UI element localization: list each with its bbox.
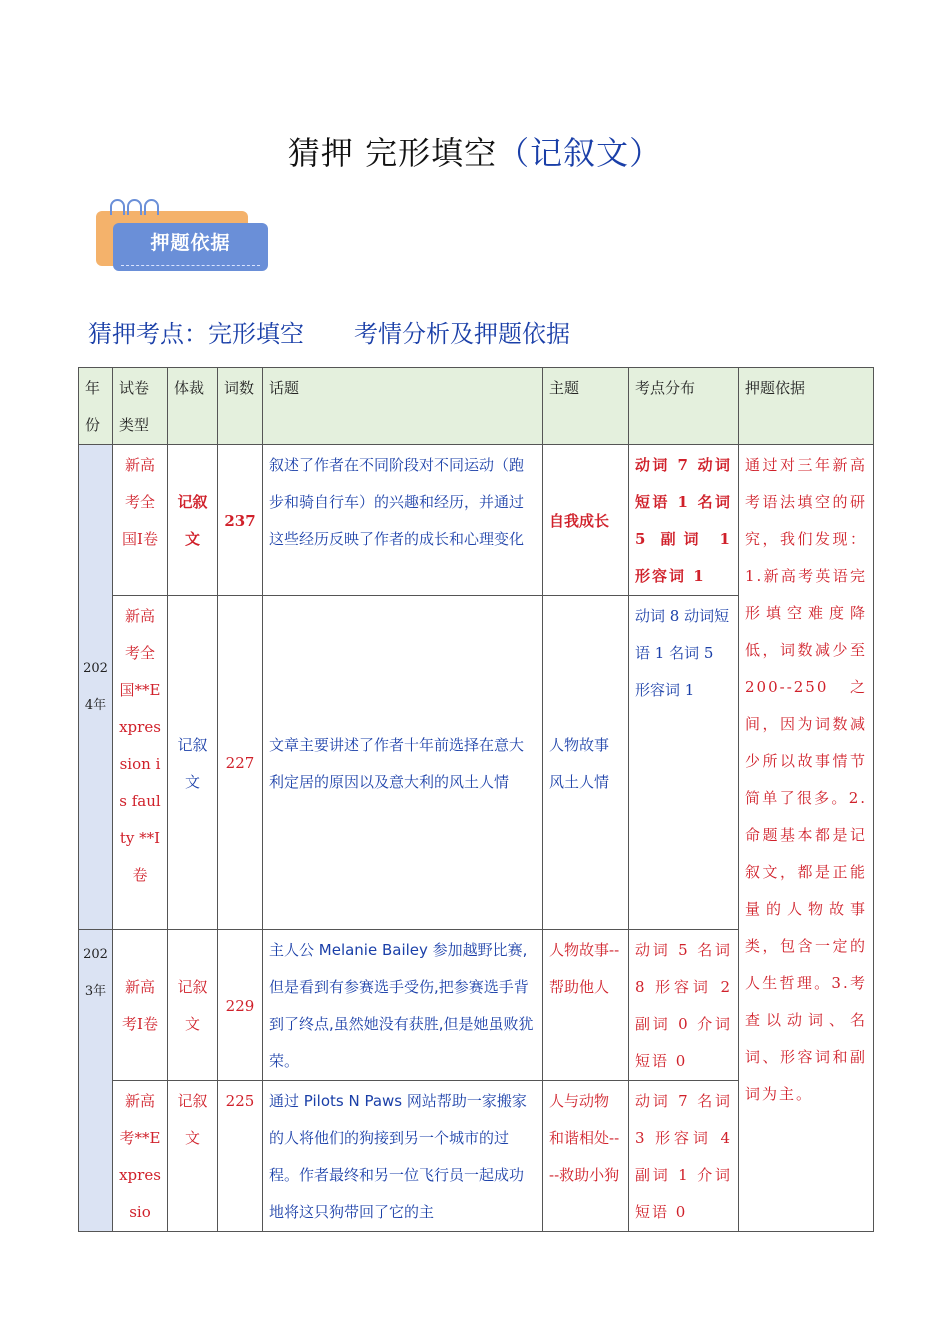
subtitle-right: 考情分析及押题依据	[354, 320, 570, 348]
page-title-accent: （记叙文）	[497, 134, 663, 172]
paper-type-cell: 新高考I卷	[113, 930, 168, 1081]
badge-label: 押题依据	[150, 232, 231, 254]
paper-type-cell: 新高考全国**Expression is faulty **I卷	[113, 596, 168, 930]
points-cell: 动词 7 动词短语 1 名词 5 副词 1 形容词 1	[629, 445, 739, 596]
points-cell: 动词 8 动词短语 1 名词 5 形容词 1	[629, 596, 739, 930]
basis-cell: 通过对三年新高考语法填空的研究，我们发现：1.新高考英语完形填空难度降低，词数减少至 200--250 之间，因为词数减少所以故事情节简单了很多。2.命题基本都是记叙文，都是正能量的人物故事类，包含一定的人生哲理。3.考查以动词、名词、形容词和副词为主。	[739, 445, 874, 1232]
word-count-cell: 225	[218, 1081, 263, 1232]
paper-type-cell: 新高考全国I卷	[113, 445, 168, 596]
year-cell: 2023年	[79, 930, 113, 1232]
header-genre: 体裁	[168, 368, 218, 445]
year-cell: 2024年	[79, 445, 113, 930]
binder-ring-icon	[127, 199, 142, 215]
page-title-main: 猜押 完形填空	[287, 134, 498, 172]
topic-cell: 叙述了作者在不同阶段对不同运动（跑步和骑自行车）的兴趣和经历，并通过这些经历反映了作者的成长和心理变化	[263, 445, 543, 596]
table-header-row	[79, 368, 874, 445]
badge-dashed-line	[121, 265, 260, 266]
genre-cell: 记叙文	[168, 930, 218, 1081]
genre-cell: 记叙文	[168, 445, 218, 596]
points-cell: 动词 7 名词 3 形容词 4 副词 1 介词短语 0	[629, 1081, 739, 1232]
header-year: 年份	[79, 368, 113, 445]
header-paper-type: 试卷类型	[113, 368, 168, 445]
page-title	[0, 128, 950, 174]
theme-cell: 自我成长	[543, 445, 629, 596]
points-cell: 动词 5 名词 8 形容词 2 副词 0 介词短语 0	[629, 930, 739, 1081]
header-word-count: 词数	[218, 368, 263, 445]
header-theme: 主题	[543, 368, 629, 445]
theme-cell: 人与动物和谐相处----救助小狗	[543, 1081, 629, 1232]
paper-type-cell: 新高考**Expressio	[113, 1081, 168, 1232]
table-row	[79, 445, 874, 596]
topic-cell: 主人公 Melanie Bailey 参加越野比赛,但是看到有参赛选手受伤,把参赛选手背到了终点,虽然她没有获胜,但是她虽败犹荣。	[263, 930, 543, 1081]
header-basis: 押题依据	[739, 368, 874, 445]
word-count-cell: 237	[218, 445, 263, 596]
section-subtitle	[88, 314, 570, 349]
topic-cell: 通过 Pilots N Paws 网站帮助一家搬家的人将他们的狗接到另一个城市的过程。作者最终和另一位飞行员一起成功地将这只狗带回了它的主	[263, 1081, 543, 1232]
badge-label-box	[113, 223, 268, 271]
word-count-cell: 227	[218, 596, 263, 930]
theme-cell: 人物故事风土人情	[543, 596, 629, 930]
subtitle-left: 猜押考点：完形填空	[88, 320, 304, 348]
analysis-table	[78, 367, 874, 1232]
binder-ring-icon	[110, 199, 125, 215]
binder-ring-icon	[144, 199, 159, 215]
header-topic: 话题	[263, 368, 543, 445]
section-badge	[96, 196, 271, 276]
word-count-cell: 229	[218, 930, 263, 1081]
genre-cell: 记叙文	[168, 1081, 218, 1232]
genre-cell: 记叙文	[168, 596, 218, 930]
theme-cell: 人物故事--帮助他人	[543, 930, 629, 1081]
header-points: 考点分布	[629, 368, 739, 445]
topic-cell: 文章主要讲述了作者十年前选择在意大利定居的原因以及意大利的风土人情	[263, 596, 543, 930]
